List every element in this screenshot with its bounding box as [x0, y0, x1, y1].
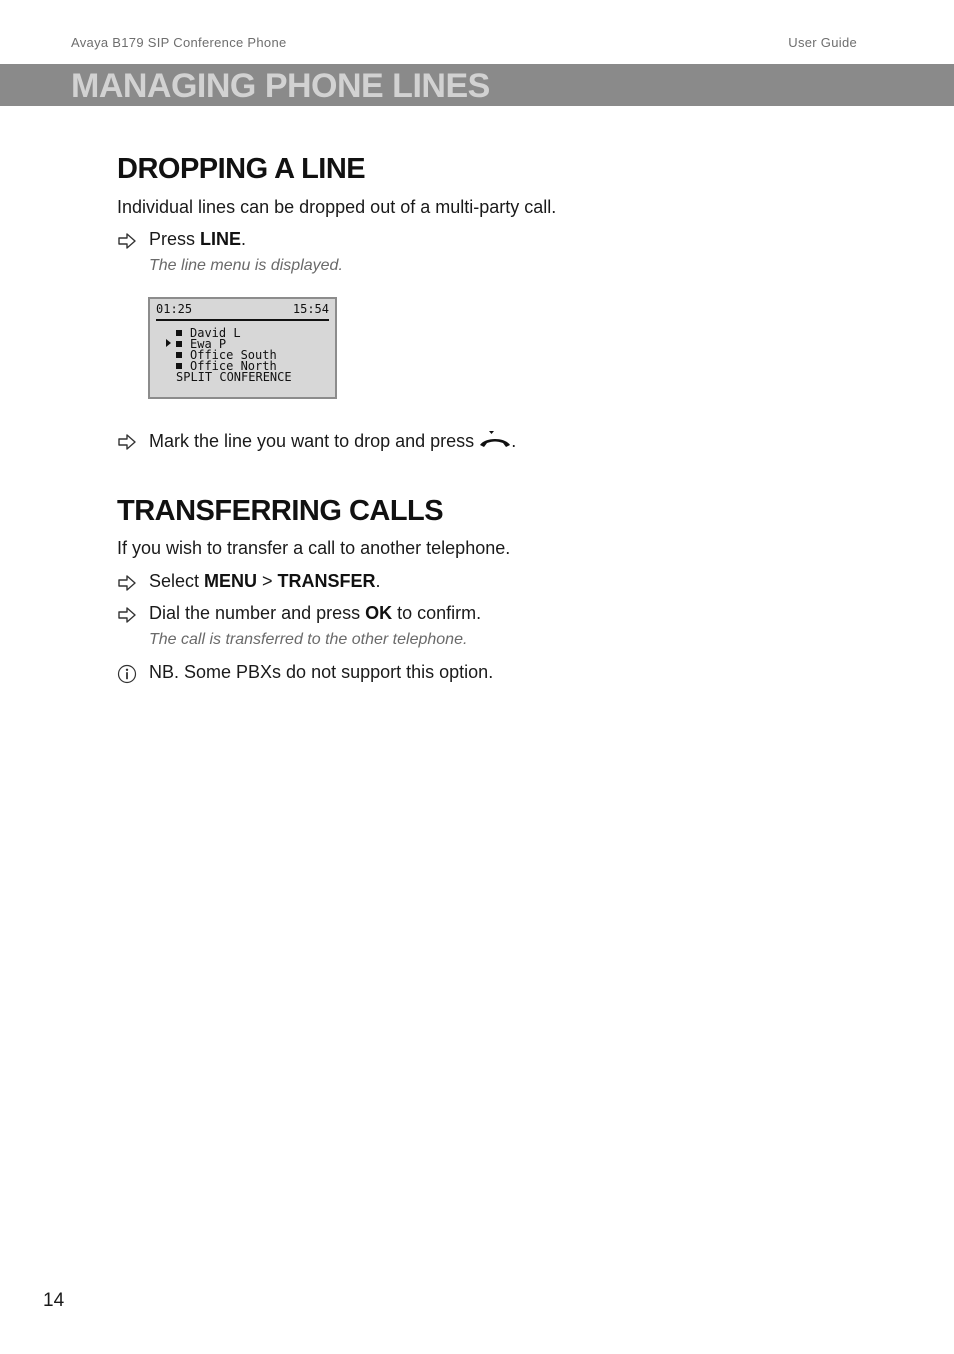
- arrow-right-icon: [117, 432, 137, 452]
- info-icon: [117, 664, 137, 684]
- page-number: 14: [43, 1290, 65, 1311]
- step-text: Select: [149, 571, 205, 591]
- display-line-item: David L: [176, 327, 241, 339]
- call-duration: 01:25: [156, 302, 193, 316]
- step-suffix: .: [241, 229, 247, 249]
- step-text: Mark the line you want to drop and press: [149, 431, 480, 451]
- arrow-right-icon: [117, 605, 137, 625]
- display-footer: SPLIT CONFERENCE: [176, 370, 292, 384]
- chapter-banner: [0, 64, 954, 106]
- section-heading-dropping: DROPPING A LINE: [117, 153, 366, 185]
- hang-up-icon: [479, 430, 511, 450]
- step-text: Dial the number and press: [149, 603, 366, 623]
- arrow-right-icon: [117, 573, 137, 593]
- section-intro: If you wish to transfer a call to another telephone.: [117, 538, 511, 558]
- menu-separator: >: [257, 571, 278, 591]
- ok-key-label: OK: [365, 603, 393, 623]
- step-suffix: .: [511, 431, 517, 451]
- section-intro: Individual lines can be dropped out of a multi-party call.: [117, 197, 557, 217]
- info-text: NB. Some PBXs do not support this option.: [149, 662, 494, 682]
- key-label: LINE: [200, 229, 242, 249]
- display-divider: [156, 319, 329, 321]
- display-line-item: Office South: [176, 349, 277, 361]
- phone-display: [148, 297, 337, 399]
- display-line-item: Ewa P: [176, 338, 226, 350]
- display-line-item: Office North: [176, 360, 277, 372]
- guide-label: User Guide: [788, 35, 857, 50]
- chapter-title: MANAGING PHONE LINES: [71, 67, 490, 105]
- clock-time: 15:54: [292, 302, 329, 316]
- step-suffix: to confirm.: [392, 603, 482, 623]
- selection-cursor-icon: [166, 339, 171, 347]
- section-heading-transferring: TRANSFERRING CALLS: [117, 495, 444, 527]
- transfer-key-label: TRANSFER: [277, 571, 376, 591]
- arrow-right-icon: [117, 231, 137, 251]
- step-text: Press: [149, 229, 201, 249]
- menu-key-label: MENU: [204, 571, 258, 591]
- step-note: The line menu is displayed.: [149, 257, 343, 274]
- document-title: Avaya B179 SIP Conference Phone: [71, 35, 287, 50]
- step-suffix: .: [375, 571, 381, 591]
- step-note: The call is transferred to the other telephone.: [149, 631, 468, 648]
